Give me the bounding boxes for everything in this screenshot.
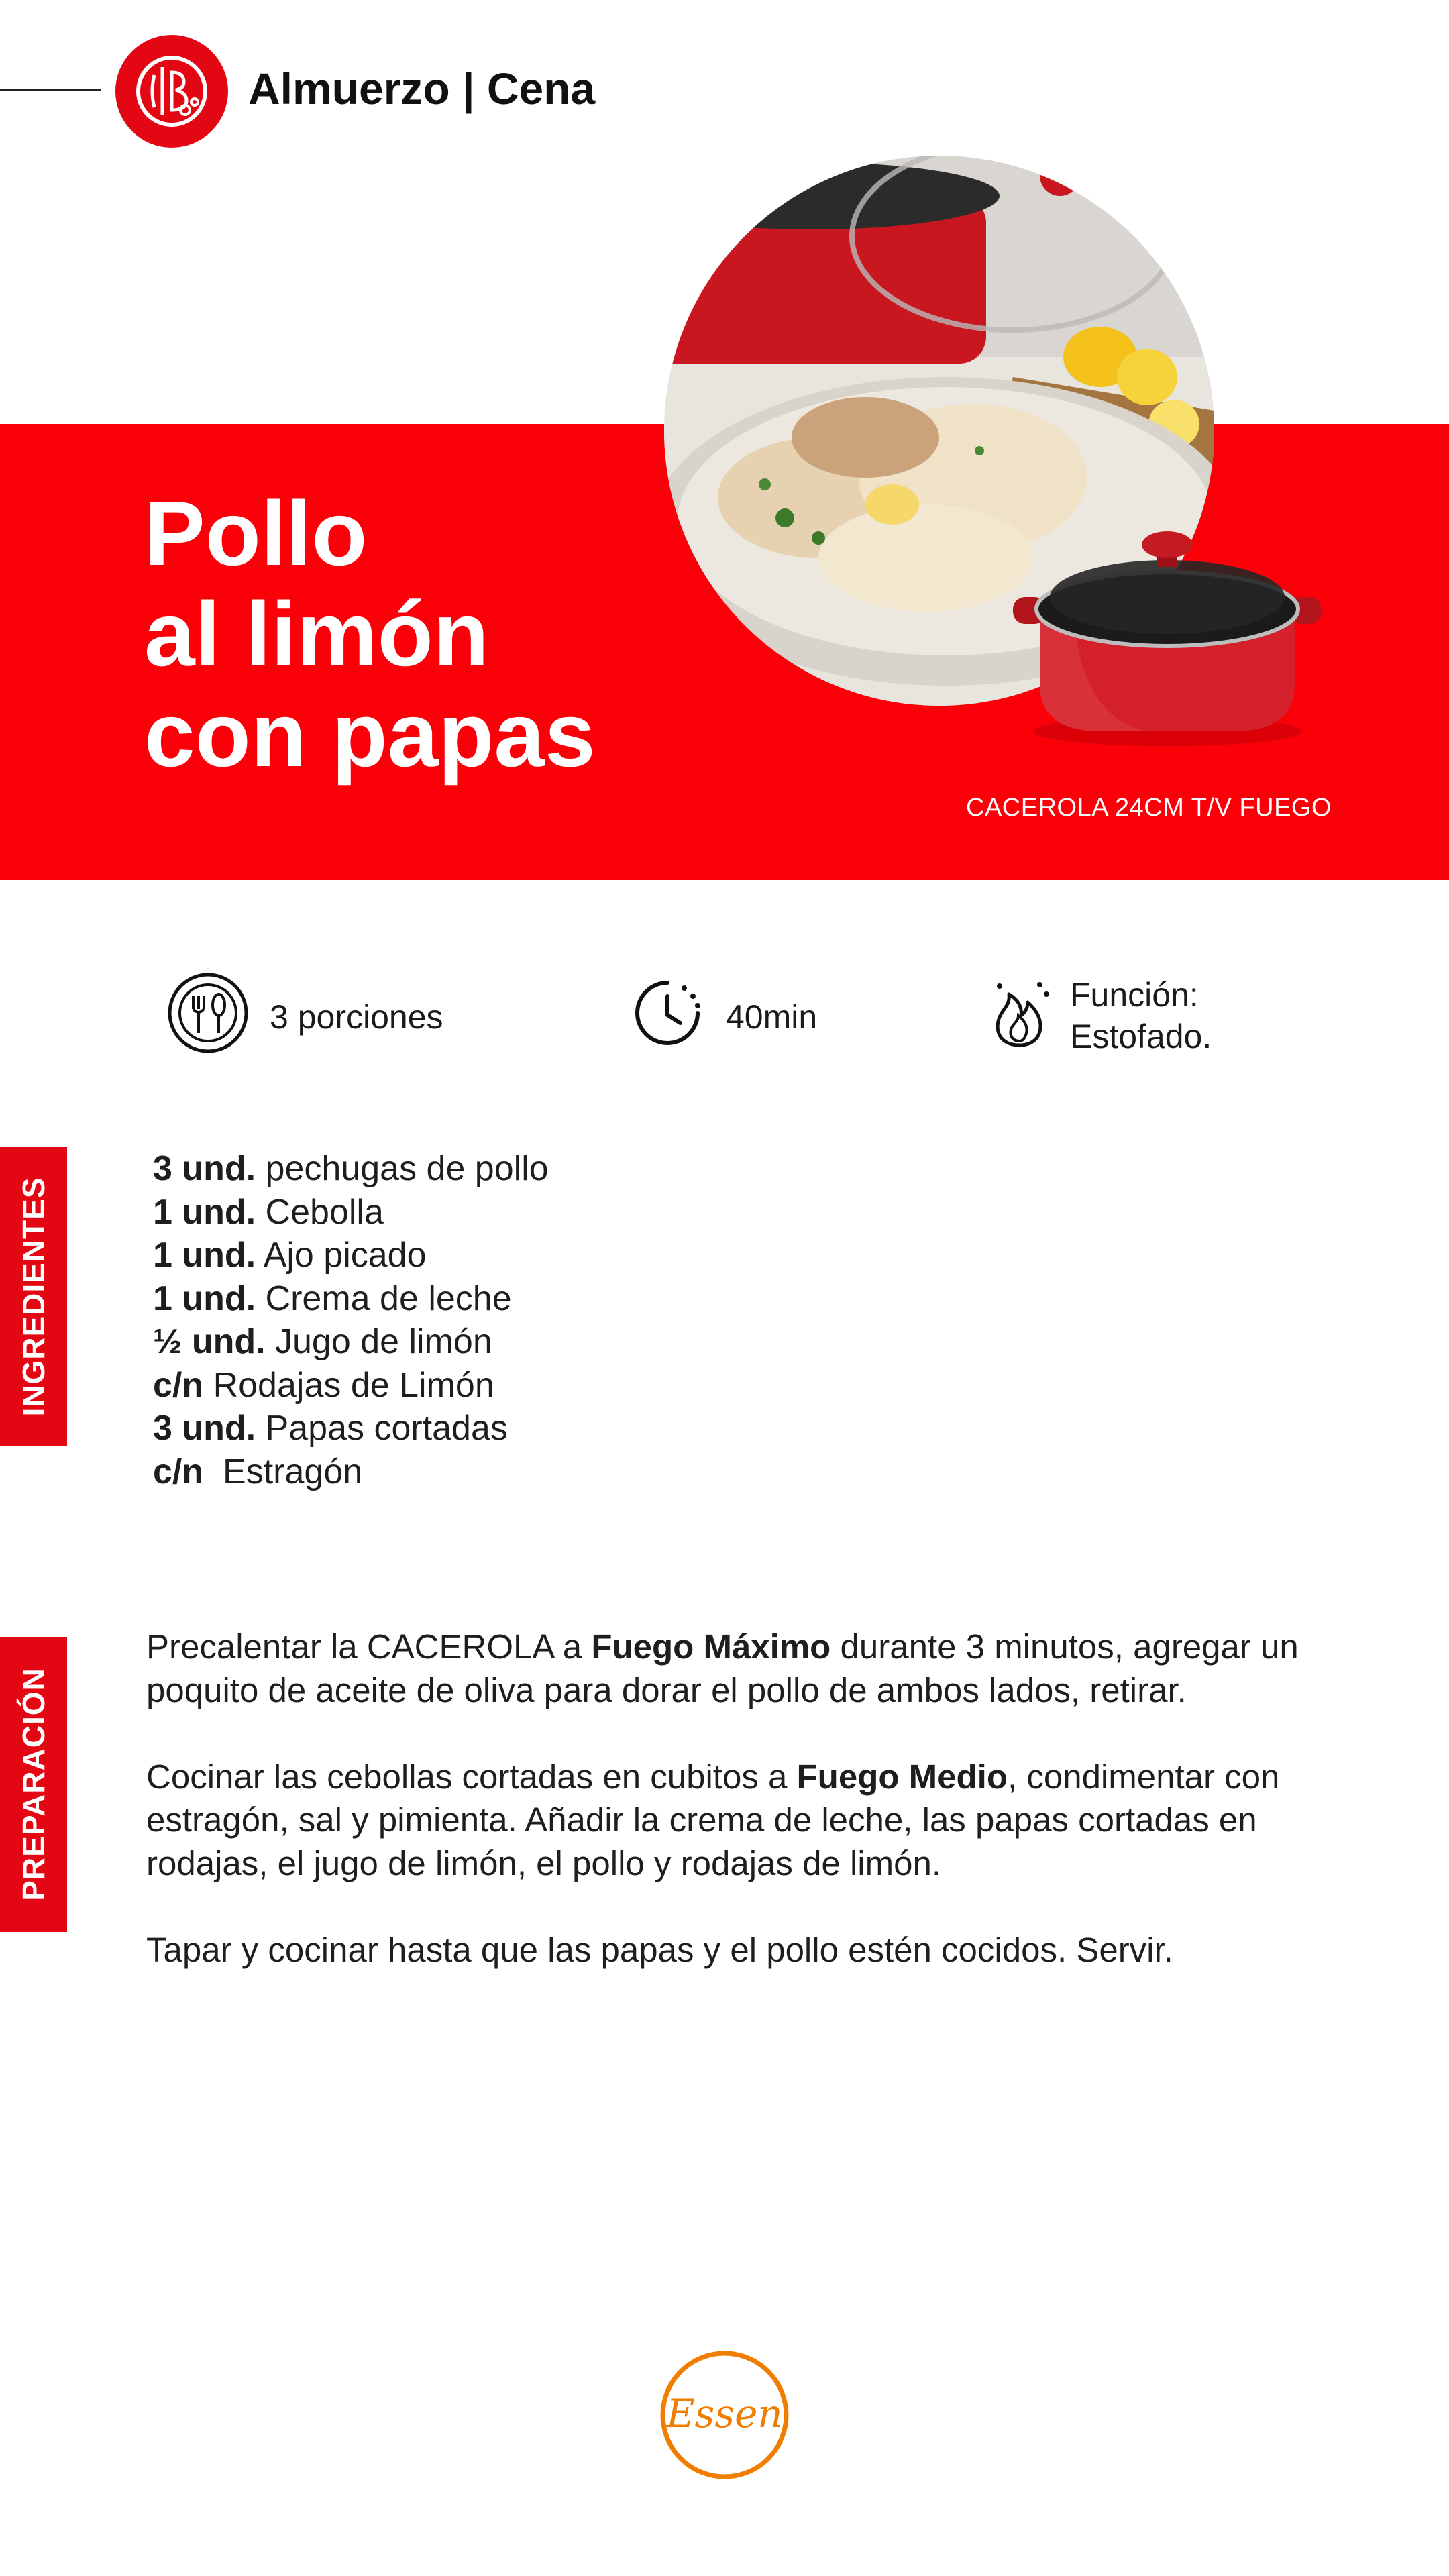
ingredient-qty: 1 und. [153, 1192, 256, 1232]
ingredient-qty: 1 und. [153, 1279, 256, 1318]
ingredient-name: Ajo picado [256, 1236, 427, 1275]
essen-logo [657, 2348, 792, 2482]
preparation-step: Tapar y cocinar hasta que las papas y el pollo estén cocidos. Servir. [146, 1930, 1173, 1969]
ingredient-qty: c/n [153, 1365, 204, 1405]
ingredient-qty: 1 und. [153, 1236, 256, 1275]
meal-category-title: Almuerzo | Cena [248, 64, 596, 113]
ingredients-tab-label: INGREDIENTES [16, 1176, 51, 1417]
list-item [153, 1364, 549, 1407]
ingredient-name: Crema de leche [256, 1279, 512, 1318]
preparation-step: Precalentar la CACEROLA a Fuego Máximo durante 3 minutos, agregar un poquito de aceite de oliva para dorar el pollo de ambos lados, retirar. [146, 1627, 1299, 1709]
time-text: 40min [726, 998, 818, 1036]
ingredient-qty: c/n [153, 1452, 204, 1491]
meal-category-icon [115, 35, 228, 148]
function-text [1070, 974, 1212, 1057]
ingredient-qty: ½ und. [153, 1322, 266, 1361]
list-item [153, 1320, 549, 1364]
function-value: Estofado. [1070, 1018, 1212, 1055]
fire-icon [986, 978, 1053, 1052]
portions-text: 3 porciones [270, 998, 443, 1036]
recipe-title-line: Pollo [144, 482, 368, 584]
header-divider [0, 89, 101, 91]
list-item [153, 1277, 549, 1321]
clock-icon [631, 976, 704, 1050]
ingredient-qty: 3 und. [153, 1149, 256, 1188]
preparation-text [146, 1625, 1381, 2015]
ingredients-tab [0, 1147, 67, 1446]
ingredient-name: pechugas de pollo [256, 1149, 549, 1188]
ingredient-name: Papas cortadas [256, 1409, 508, 1448]
recipe-title [144, 483, 596, 785]
function-label: Función: [1070, 976, 1199, 1014]
recipe-title-line: al limón [144, 583, 489, 685]
ingredient-name: Cebolla [256, 1192, 384, 1232]
list-item [153, 1147, 549, 1191]
ingredient-qty: 3 und. [153, 1409, 256, 1448]
preparation-tab [0, 1637, 67, 1932]
list-item [153, 1407, 549, 1450]
product-name: CACEROLA 24CM T/V FUEGO [966, 794, 1332, 822]
recipe-title-line: con papas [144, 684, 596, 786]
cutlery-icon [166, 971, 250, 1055]
ingredient-name: Jugo de limón [265, 1322, 492, 1361]
product-pot-image [1000, 510, 1335, 751]
ingredient-name: Estragón [203, 1452, 363, 1491]
list-item [153, 1191, 549, 1234]
ingredients-list [153, 1147, 549, 1493]
logo-text: Essen [666, 2391, 783, 2436]
list-item [153, 1234, 549, 1277]
ingredient-name: Rodajas de Limón [203, 1365, 494, 1405]
preparation-tab-label: PREPARACIÓN [16, 1668, 51, 1901]
preparation-step: Cocinar las cebollas cortadas en cubitos a Fuego Medio, condimentar con estragón, sal y pimienta. Añadir la crema de leche, las papas cortadas en rodajas, el jugo de limón, el pollo y rodajas de limón. [146, 1757, 1280, 1882]
list-item [153, 1450, 549, 1494]
